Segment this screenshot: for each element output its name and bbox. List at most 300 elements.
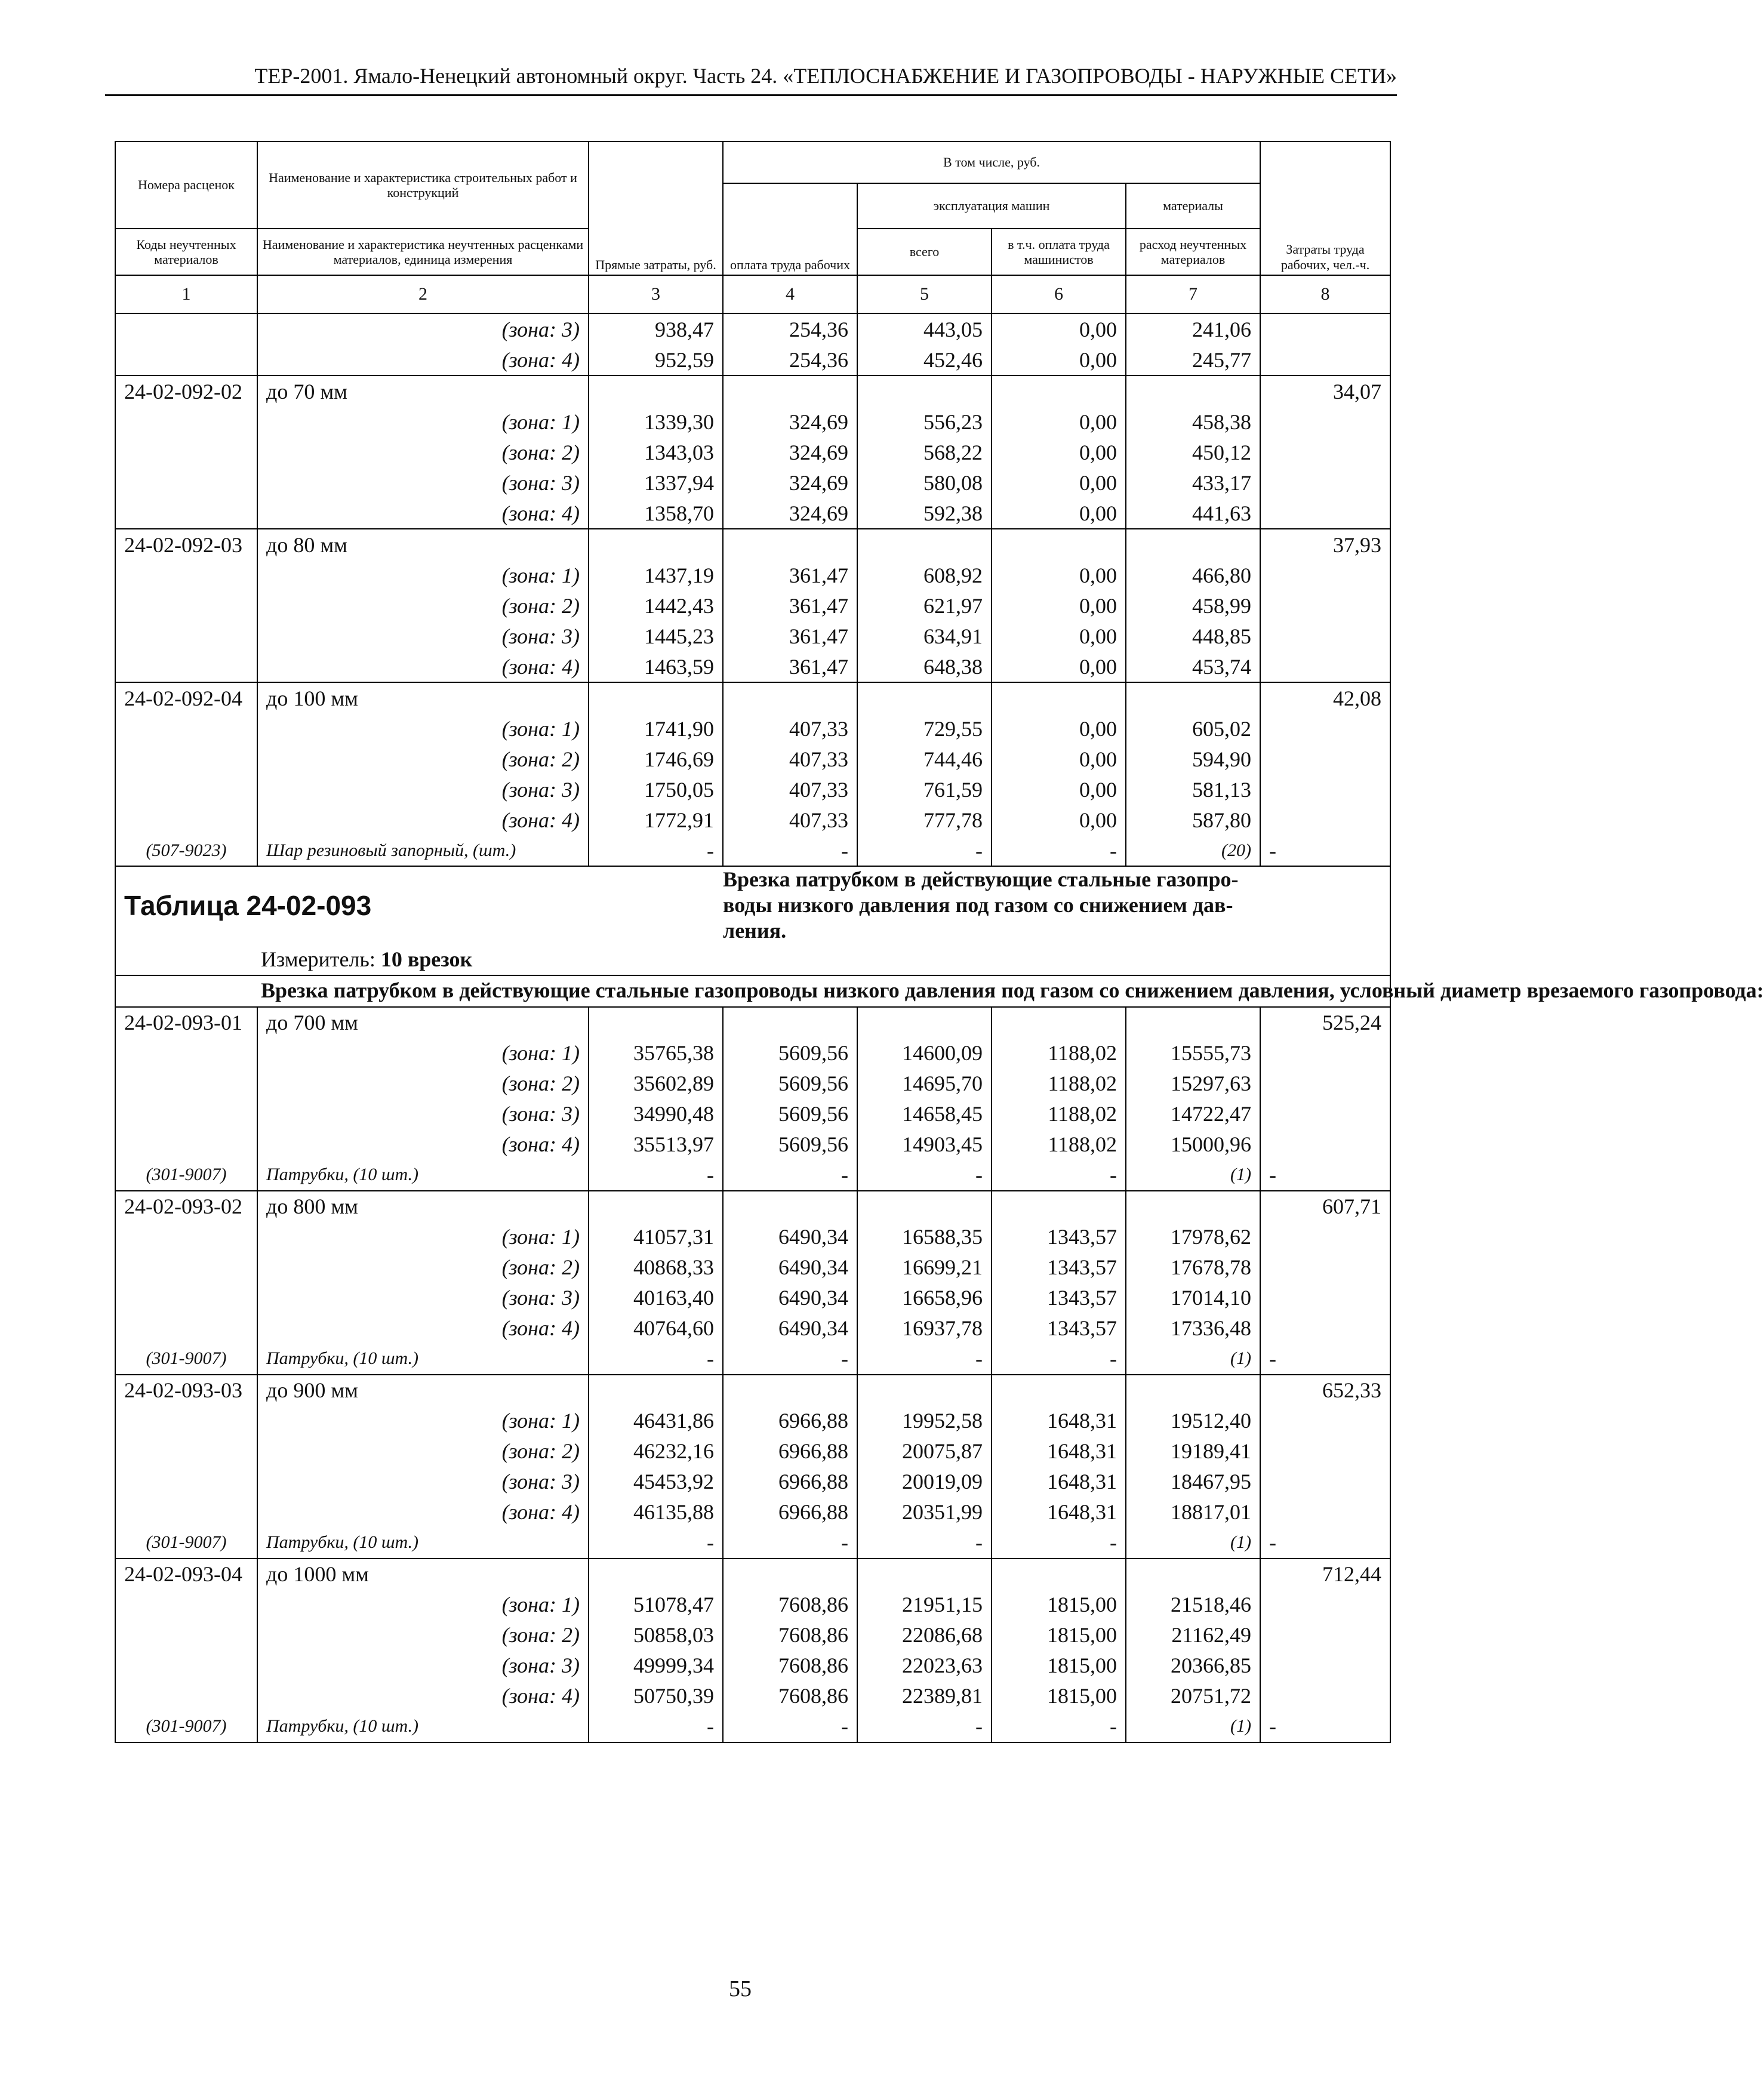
empty-dash: -: [1260, 835, 1390, 866]
table-title: [723, 866, 1390, 944]
table-row: [115, 1007, 1390, 1038]
table-row: [115, 1252, 1390, 1283]
materials-value: 605,02: [1126, 713, 1260, 744]
table-row: [115, 1497, 1390, 1528]
table-row: [115, 529, 1390, 560]
direct-costs-value: 46135,88: [589, 1497, 723, 1528]
direct-costs-value: 1358,70: [589, 498, 723, 529]
empty-dash: -: [589, 1160, 723, 1191]
material-qty: (1): [1126, 1711, 1260, 1742]
machinist-pay-value: 0,00: [992, 713, 1126, 744]
direct-costs-value: 45453,92: [589, 1467, 723, 1497]
material-code: (301-9007): [115, 1160, 257, 1191]
table-row: [115, 344, 1390, 375]
materials-value: 17336,48: [1126, 1313, 1260, 1344]
table-row: [115, 498, 1390, 529]
machine-total-value: 22389,81: [857, 1681, 992, 1711]
machine-total-value: 608,92: [857, 560, 992, 590]
labor-costs-value: 42,08: [1260, 682, 1390, 713]
empty-dash: -: [992, 1344, 1126, 1375]
column-number: 3: [589, 275, 723, 313]
direct-costs-value: 1337,94: [589, 467, 723, 498]
direct-costs-value: 50858,03: [589, 1620, 723, 1650]
table-row: [115, 1406, 1390, 1436]
empty-dash: -: [857, 1160, 992, 1191]
direct-costs-value: 50750,39: [589, 1681, 723, 1711]
worker-pay-value: 5609,56: [723, 1068, 857, 1099]
table-row: [115, 835, 1390, 866]
empty-dash: -: [723, 1711, 857, 1742]
price-code: 24-02-093-01: [115, 1007, 257, 1038]
header-machine-operation: эксплуатация машин: [857, 183, 1126, 229]
zone-label: (зона: 4): [257, 498, 589, 529]
machinist-pay-value: 1188,02: [992, 1038, 1126, 1068]
table-row: [115, 1436, 1390, 1467]
column-number: 7: [1126, 275, 1260, 313]
worker-pay-value: 6490,34: [723, 1283, 857, 1313]
unit-value: 10 врезок: [380, 947, 473, 972]
direct-costs-value: 1442,43: [589, 590, 723, 621]
materials-value: 21162,49: [1126, 1620, 1260, 1650]
machine-total-value: 22086,68: [857, 1620, 992, 1650]
empty-dash: -: [589, 1711, 723, 1742]
material-code: (301-9007): [115, 1344, 257, 1375]
machine-total-value: 19952,58: [857, 1406, 992, 1436]
table-row: [115, 590, 1390, 621]
table-title-line: воды низкого давления под газом со снижением дав-: [723, 893, 1233, 917]
materials-value: 448,85: [1126, 621, 1260, 651]
empty-dash: -: [857, 1528, 992, 1559]
table-row: [115, 774, 1390, 805]
worker-pay-value: 324,69: [723, 407, 857, 437]
empty-dash: -: [1260, 1711, 1390, 1742]
zone-label: (зона: 4): [257, 1681, 589, 1711]
table-body-092: [115, 313, 1390, 866]
price-code: 24-02-092-03: [115, 529, 257, 560]
zone-label: (зона: 4): [257, 651, 589, 682]
zone-label: (зона: 3): [257, 1099, 589, 1129]
empty-dash: -: [992, 1711, 1126, 1742]
work-name: до 100 мм: [257, 682, 589, 713]
zone-label: (зона: 1): [257, 560, 589, 590]
unit-label: Измеритель:: [261, 947, 375, 972]
worker-pay-value: 407,33: [723, 744, 857, 774]
machinist-pay-value: 0,00: [992, 621, 1126, 651]
direct-costs-value: 952,59: [589, 344, 723, 375]
header-unaccounted-names: Наименование и характеристика неучтенных расценками материалов, единица измерения: [257, 229, 589, 275]
direct-costs-value: 46431,86: [589, 1406, 723, 1436]
header-price-numbers: Номера расценок: [115, 141, 257, 229]
worker-pay-value: 361,47: [723, 590, 857, 621]
empty-dash: -: [1260, 1344, 1390, 1375]
table-row: [115, 682, 1390, 713]
header-materials: материалы: [1126, 183, 1260, 229]
zone-label: (зона: 2): [257, 1068, 589, 1099]
table-row: [115, 1191, 1390, 1222]
machinist-pay-value: 0,00: [992, 590, 1126, 621]
labor-costs-value: 525,24: [1260, 1007, 1390, 1038]
table-row: [115, 1129, 1390, 1160]
materials-value: 458,38: [1126, 407, 1260, 437]
materials-value: 18817,01: [1126, 1497, 1260, 1528]
worker-pay-value: 254,36: [723, 313, 857, 344]
materials-value: 241,06: [1126, 313, 1260, 344]
machine-total-value: 14658,45: [857, 1099, 992, 1129]
work-name: до 1000 мм: [257, 1559, 589, 1590]
materials-value: 587,80: [1126, 805, 1260, 835]
materials-value: 581,13: [1126, 774, 1260, 805]
zone-label: (зона: 2): [257, 1436, 589, 1467]
table-row: [115, 1222, 1390, 1252]
table-row: [115, 1313, 1390, 1344]
machinist-pay-value: 0,00: [992, 651, 1126, 682]
worker-pay-value: 5609,56: [723, 1129, 857, 1160]
direct-costs-value: 1772,91: [589, 805, 723, 835]
material-qty: (20): [1126, 835, 1260, 866]
materials-value: 21518,46: [1126, 1590, 1260, 1620]
empty-dash: -: [857, 835, 992, 866]
machinist-pay-value: 1648,31: [992, 1497, 1126, 1528]
labor-costs-value: 607,71: [1260, 1191, 1390, 1222]
header-unaccounted-codes: Коды неучтенных материалов: [115, 229, 257, 275]
direct-costs-value: 40764,60: [589, 1313, 723, 1344]
machine-total-value: 20351,99: [857, 1497, 992, 1528]
table-row: [115, 1467, 1390, 1497]
work-name: до 70 мм: [257, 375, 589, 407]
direct-costs-value: 34990,48: [589, 1099, 723, 1129]
zone-label: (зона: 1): [257, 1038, 589, 1068]
machine-total-value: 580,08: [857, 467, 992, 498]
empty-dash: -: [1260, 1160, 1390, 1191]
header-total: всего: [857, 229, 992, 275]
header-worker-pay: оплата труда рабочих: [723, 183, 857, 275]
table-row: [115, 1650, 1390, 1681]
material-qty: (1): [1126, 1160, 1260, 1191]
empty-dash: -: [857, 1344, 992, 1375]
worker-pay-value: 324,69: [723, 498, 857, 529]
column-number: 1: [115, 275, 257, 313]
materials-value: 19512,40: [1126, 1406, 1260, 1436]
materials-value: 458,99: [1126, 590, 1260, 621]
machine-total-value: 729,55: [857, 713, 992, 744]
worker-pay-value: 6490,34: [723, 1252, 857, 1283]
empty-dash: -: [992, 1528, 1126, 1559]
zone-label: (зона: 2): [257, 437, 589, 467]
labor-costs-value: 652,33: [1260, 1375, 1390, 1406]
materials-value: 15000,96: [1126, 1129, 1260, 1160]
worker-pay-value: 5609,56: [723, 1038, 857, 1068]
worker-pay-value: 361,47: [723, 560, 857, 590]
materials-value: 466,80: [1126, 560, 1260, 590]
materials-value: 20366,85: [1126, 1650, 1260, 1681]
work-name: до 900 мм: [257, 1375, 589, 1406]
machine-total-value: 568,22: [857, 437, 992, 467]
empty-dash: -: [723, 835, 857, 866]
material-name: Патрубки, (10 шт.): [257, 1344, 589, 1375]
table-row: [115, 1344, 1390, 1375]
empty-dash: -: [992, 835, 1126, 866]
price-code: 24-02-092-04: [115, 682, 257, 713]
machine-total-value: 621,97: [857, 590, 992, 621]
machine-total-value: 20019,09: [857, 1467, 992, 1497]
machinist-pay-value: 1343,57: [992, 1283, 1126, 1313]
work-name: до 700 мм: [257, 1007, 589, 1038]
material-code: (507-9023): [115, 835, 257, 866]
empty-dash: -: [723, 1344, 857, 1375]
direct-costs-value: 49999,34: [589, 1650, 723, 1681]
machinist-pay-value: 0,00: [992, 467, 1126, 498]
machine-total-value: 16937,78: [857, 1313, 992, 1344]
machinist-pay-value: 0,00: [992, 774, 1126, 805]
direct-costs-value: 938,47: [589, 313, 723, 344]
worker-pay-value: 7608,86: [723, 1650, 857, 1681]
empty-dash: -: [723, 1528, 857, 1559]
empty-dash: -: [857, 1711, 992, 1742]
unit-of-measure: [257, 944, 1390, 975]
machinist-pay-value: 1188,02: [992, 1068, 1126, 1099]
zone-label: (зона: 3): [257, 467, 589, 498]
machinist-pay-value: 1648,31: [992, 1436, 1126, 1467]
material-code: (301-9007): [115, 1528, 257, 1559]
machinist-pay-value: 0,00: [992, 437, 1126, 467]
table-row: [115, 560, 1390, 590]
table-header: [115, 141, 1390, 313]
machinist-pay-value: 1343,57: [992, 1252, 1126, 1283]
table-row: [115, 1681, 1390, 1711]
machinist-pay-value: 0,00: [992, 744, 1126, 774]
materials-value: 441,63: [1126, 498, 1260, 529]
machine-total-value: 16658,96: [857, 1283, 992, 1313]
machinist-pay-value: 0,00: [992, 344, 1126, 375]
materials-value: 17678,78: [1126, 1252, 1260, 1283]
direct-costs-value: 40868,33: [589, 1252, 723, 1283]
machinist-pay-value: 1648,31: [992, 1467, 1126, 1497]
running-title: ТЕР-2001. Ямало-Ненецкий автономный округ. Часть 24. «ТЕПЛОСНАБЖЕНИЕ И ГАЗОПРОВОДЫ - НАРУЖНЫЕ СЕТИ»: [254, 64, 1397, 88]
machine-total-value: 22023,63: [857, 1650, 992, 1681]
direct-costs-value: 1445,23: [589, 621, 723, 651]
machinist-pay-value: 1188,02: [992, 1099, 1126, 1129]
machinist-pay-value: 1343,57: [992, 1313, 1126, 1344]
worker-pay-value: 6966,88: [723, 1497, 857, 1528]
materials-value: 18467,95: [1126, 1467, 1260, 1497]
table-row: [115, 1283, 1390, 1313]
table-row: [115, 621, 1390, 651]
work-name: до 800 мм: [257, 1191, 589, 1222]
labor-costs-value: 37,93: [1260, 529, 1390, 560]
table-row: [115, 1620, 1390, 1650]
worker-pay-value: 7608,86: [723, 1681, 857, 1711]
table-row: [115, 713, 1390, 744]
column-number: 2: [257, 275, 589, 313]
machinist-pay-value: 0,00: [992, 560, 1126, 590]
price-code: 24-02-092-02: [115, 375, 257, 407]
worker-pay-value: 407,33: [723, 774, 857, 805]
direct-costs-value: 1437,19: [589, 560, 723, 590]
zone-label: (зона: 4): [257, 344, 589, 375]
machine-total-value: 648,38: [857, 651, 992, 682]
machine-total-value: 20075,87: [857, 1436, 992, 1467]
machine-total-value: 744,46: [857, 744, 992, 774]
materials-value: 19189,41: [1126, 1436, 1260, 1467]
materials-value: 450,12: [1126, 437, 1260, 467]
table-row: [115, 1711, 1390, 1742]
zone-label: (зона: 3): [257, 1650, 589, 1681]
direct-costs-value: 35602,89: [589, 1068, 723, 1099]
table-body-093: [115, 1007, 1390, 1742]
table-row: [115, 313, 1390, 344]
machinist-pay-value: 0,00: [992, 498, 1126, 529]
zone-label: (зона: 2): [257, 744, 589, 774]
materials-value: 14722,47: [1126, 1099, 1260, 1129]
worker-pay-value: 361,47: [723, 621, 857, 651]
machinist-pay-value: 1188,02: [992, 1129, 1126, 1160]
direct-costs-value: 46232,16: [589, 1436, 723, 1467]
worker-pay-value: 361,47: [723, 651, 857, 682]
zone-label: (зона: 4): [257, 1497, 589, 1528]
zone-label: (зона: 1): [257, 713, 589, 744]
zone-label: (зона: 3): [257, 621, 589, 651]
page-number: 55: [729, 1976, 752, 2001]
machine-total-value: 14600,09: [857, 1038, 992, 1068]
table-row: [115, 1559, 1390, 1590]
worker-pay-value: 6966,88: [723, 1436, 857, 1467]
materials-value: 453,74: [1126, 651, 1260, 682]
table-093-heading: [115, 866, 1764, 1007]
machine-total-value: 16588,35: [857, 1222, 992, 1252]
zone-label: (зона: 1): [257, 1222, 589, 1252]
machine-total-value: 634,91: [857, 621, 992, 651]
worker-pay-value: 6966,88: [723, 1406, 857, 1436]
header-machinist-pay: в т.ч. оплата труда машинистов: [992, 229, 1126, 275]
machinist-pay-value: 1815,00: [992, 1590, 1126, 1620]
materials-value: 20751,72: [1126, 1681, 1260, 1711]
material-name: Шар резиновый запорный, (шт.): [257, 835, 589, 866]
worker-pay-value: 6966,88: [723, 1467, 857, 1497]
worker-pay-value: 6490,34: [723, 1222, 857, 1252]
machine-total-value: 21951,15: [857, 1590, 992, 1620]
worker-pay-value: 7608,86: [723, 1620, 857, 1650]
machinist-pay-value: 1648,31: [992, 1406, 1126, 1436]
table-row: [115, 437, 1390, 467]
machine-total-value: 443,05: [857, 313, 992, 344]
material-name: Патрубки, (10 шт.): [257, 1528, 589, 1559]
price-code: 24-02-093-04: [115, 1559, 257, 1590]
labor-costs-value: 712,44: [1260, 1559, 1390, 1590]
material-name: Патрубки, (10 шт.): [257, 1160, 589, 1191]
header-work-name: Наименование и характеристика строительных работ и конструкций: [257, 141, 589, 229]
machinist-pay-value: 1815,00: [992, 1650, 1126, 1681]
machine-total-value: 14903,45: [857, 1129, 992, 1160]
material-name: Патрубки, (10 шт.): [257, 1711, 589, 1742]
direct-costs-value: 41057,31: [589, 1222, 723, 1252]
zone-label: (зона: 1): [257, 1590, 589, 1620]
table-title-row: [115, 866, 1390, 944]
machinist-pay-value: 1815,00: [992, 1620, 1126, 1650]
machine-total-value: 16699,21: [857, 1252, 992, 1283]
direct-costs-value: 1746,69: [589, 744, 723, 774]
column-number: 5: [857, 275, 992, 313]
direct-costs-value: 1343,03: [589, 437, 723, 467]
zone-label: (зона: 3): [257, 1467, 589, 1497]
materials-value: 15297,63: [1126, 1068, 1260, 1099]
machine-total-value: 14695,70: [857, 1068, 992, 1099]
labor-costs-value: 34,07: [1260, 375, 1390, 407]
price-table: [115, 141, 1764, 1743]
subheading-row: [115, 975, 1390, 1007]
header-direct-costs: Прямые затраты, руб.: [589, 141, 723, 275]
zone-label: (зона: 4): [257, 1129, 589, 1160]
direct-costs-value: 35513,97: [589, 1129, 723, 1160]
unit-row: [115, 944, 1390, 975]
zone-label: (зона: 2): [257, 1620, 589, 1650]
header-unaccounted-consumption: расход неучтенных материалов: [1126, 229, 1260, 275]
empty-dash: -: [1260, 1528, 1390, 1559]
table-row: [115, 744, 1390, 774]
zone-label: (зона: 3): [257, 774, 589, 805]
table-row: [115, 407, 1390, 437]
direct-costs-value: 1750,05: [589, 774, 723, 805]
direct-costs-value: 1463,59: [589, 651, 723, 682]
direct-costs-value: 40163,40: [589, 1283, 723, 1313]
machine-total-value: 761,59: [857, 774, 992, 805]
material-code: (301-9007): [115, 1711, 257, 1742]
machinist-pay-value: 1343,57: [992, 1222, 1126, 1252]
header-labor-costs: Затраты труда рабочих, чел.-ч.: [1260, 141, 1390, 275]
table-row: [115, 375, 1390, 407]
direct-costs-value: 1339,30: [589, 407, 723, 437]
zone-label: (зона: 4): [257, 1313, 589, 1344]
worker-pay-value: 324,69: [723, 467, 857, 498]
machine-total-value: 592,38: [857, 498, 992, 529]
table-title-line: ления.: [723, 919, 787, 943]
table-row: [115, 1528, 1390, 1559]
materials-value: 17014,10: [1126, 1283, 1260, 1313]
table-row: [115, 1099, 1390, 1129]
price-code: 24-02-093-03: [115, 1375, 257, 1406]
worker-pay-value: 324,69: [723, 437, 857, 467]
table-row: [115, 1038, 1390, 1068]
price-code: 24-02-093-02: [115, 1191, 257, 1222]
table-row: [115, 467, 1390, 498]
zone-label: (зона: 1): [257, 407, 589, 437]
machinist-pay-value: 0,00: [992, 407, 1126, 437]
worker-pay-value: 5609,56: [723, 1099, 857, 1129]
direct-costs-value: 35765,38: [589, 1038, 723, 1068]
running-header: [105, 63, 1397, 96]
machine-total-value: 777,78: [857, 805, 992, 835]
materials-value: 17978,62: [1126, 1222, 1260, 1252]
column-number: 6: [992, 275, 1126, 313]
table-title-line: Врезка патрубком в действующие стальные газопро-: [723, 867, 1239, 891]
materials-value: 433,17: [1126, 467, 1260, 498]
work-name: до 80 мм: [257, 529, 589, 560]
table-row: [115, 651, 1390, 682]
empty-dash: -: [589, 1344, 723, 1375]
section-subheading: Врезка патрубком в действующие стальные газопроводы низкого давления под газом со снижением давления, условный диаметр врезаемого газопровода:: [257, 975, 1260, 1007]
machinist-pay-value: 1815,00: [992, 1681, 1126, 1711]
worker-pay-value: 7608,86: [723, 1590, 857, 1620]
header-including: В том числе, руб.: [723, 141, 1260, 183]
column-numbers-row: [115, 275, 1390, 313]
direct-costs-value: 51078,47: [589, 1590, 723, 1620]
column-number: 4: [723, 275, 857, 313]
table-row: [115, 1068, 1390, 1099]
zone-label: (зона: 2): [257, 1252, 589, 1283]
zone-label: (зона: 2): [257, 590, 589, 621]
table-row: [115, 1590, 1390, 1620]
empty-dash: -: [589, 1528, 723, 1559]
zone-label: (зона: 1): [257, 1406, 589, 1436]
